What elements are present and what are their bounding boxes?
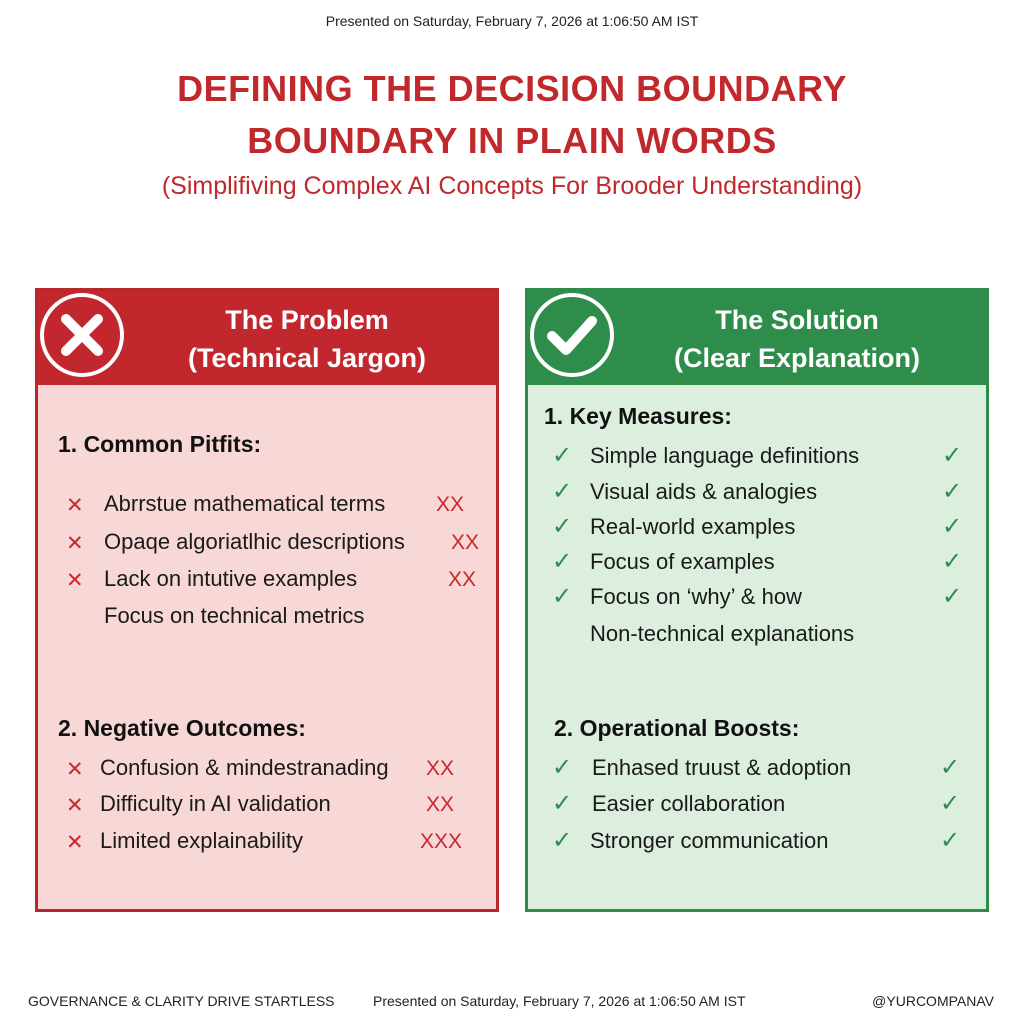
problem-header-title: The Problem — [225, 305, 389, 335]
problem-pitfall-mark: XX — [448, 568, 477, 591]
check-mark-icon: ✓ — [552, 442, 573, 469]
problem-panel — [35, 288, 499, 912]
page-title-line1: DEFINING THE DECISION BOUNDARY — [177, 68, 847, 109]
check-mark-icon: ✓ — [940, 827, 961, 854]
solution-measure-item: Focus on ‘why’ & how — [590, 584, 802, 609]
solution-header — [528, 291, 986, 385]
solution-measure-item: Focus of examples — [590, 549, 775, 574]
problem-pitfall-item: Opaqe algoriatlhic descriptions — [104, 529, 405, 554]
check-mark-icon: ✓ — [552, 827, 573, 854]
problem-pitfall-item: Abrrstue mathematical terms — [104, 491, 386, 516]
problem-outcome-mark: XXX — [420, 830, 463, 853]
problem-pitfall-item: Focus on technical metrics — [104, 603, 365, 628]
solution-boost-item: Easier collaboration — [592, 791, 786, 816]
x-mark-icon: ✕ — [66, 494, 84, 517]
check-mark-icon: ✓ — [552, 583, 573, 610]
solution-panel — [525, 288, 989, 912]
check-mark-icon: ✓ — [942, 548, 963, 575]
check-mark-icon: ✓ — [552, 478, 573, 505]
page-title-line2: BOUNDARY IN PLAIN WORDS — [247, 120, 777, 161]
solution-boost-item: Stronger communication — [590, 828, 829, 853]
x-mark-icon: ✕ — [66, 758, 84, 781]
problem-outcome-mark: XX — [426, 793, 455, 816]
check-mark-icon: ✓ — [942, 583, 963, 610]
check-mark-icon: ✓ — [940, 754, 961, 781]
problem-pitfall-mark: XX — [436, 493, 465, 516]
x-circle-icon — [40, 293, 124, 377]
check-mark-icon: ✓ — [552, 548, 573, 575]
footer-presented-timestamp: Presented on Saturday, February 7, 2026 at 1:06:50 AM IST — [373, 993, 746, 1009]
solution-section1-title: 1. Key Measures: — [544, 403, 732, 429]
problem-outcome-item: Limited explainability — [100, 828, 303, 853]
check-mark-icon: ✓ — [552, 790, 573, 817]
problem-section1-title: 1. Common Pitfits: — [58, 431, 262, 457]
page-subtitle: (Simplifiving Complex AI Concepts For Brooder Understanding) — [161, 172, 863, 200]
x-mark-icon: ✕ — [66, 569, 84, 592]
check-circle-icon — [530, 293, 614, 377]
check-mark-icon: ✓ — [942, 442, 963, 469]
check-mark-icon: ✓ — [940, 790, 961, 817]
x-mark-icon: ✕ — [66, 532, 84, 555]
check-mark-icon: ✓ — [552, 754, 573, 781]
problem-outcome-item: Difficulty in AI validation — [100, 791, 331, 816]
problem-pitfall-item: Lack on intutive examples — [104, 566, 358, 591]
solution-section2-title: 2. Operational Boosts: — [554, 715, 800, 741]
footer-left-tagline: GOVERNANCE & CLARITY DRIVE STARTLESS — [28, 993, 335, 1009]
problem-pitfall-mark: XX — [451, 531, 480, 554]
solution-header-title: The Solution — [715, 305, 879, 335]
problem-header-subtitle: (Technical Jargon) — [187, 343, 427, 373]
problem-outcome-item: Confusion & mindestranading — [100, 755, 389, 780]
x-mark-icon: ✕ — [66, 831, 84, 854]
solution-measure-item: Non-technical explanations — [590, 621, 855, 646]
check-mark-icon: ✓ — [552, 513, 573, 540]
problem-header — [38, 291, 496, 385]
presented-timestamp-top: Presented on Saturday, February 7, 2026 at 1:06:50 AM IST — [325, 13, 699, 29]
check-mark-icon: ✓ — [942, 478, 963, 505]
solution-measure-item: Real-world examples — [590, 514, 796, 539]
solution-boost-item: Enhased truust & adoption — [592, 755, 852, 780]
problem-section2-title: 2. Negative Outcomes: — [58, 715, 306, 741]
check-mark-icon: ✓ — [942, 513, 963, 540]
solution-measure-item: Visual aids & analogies — [590, 479, 818, 504]
solution-header-subtitle: (Clear Explanation) — [673, 343, 921, 373]
solution-measure-item: Simple language definitions — [590, 443, 860, 468]
problem-outcome-mark: XX — [426, 757, 455, 780]
footer-handle: @YURCOMPANAV — [872, 993, 994, 1009]
x-mark-icon: ✕ — [66, 794, 84, 817]
